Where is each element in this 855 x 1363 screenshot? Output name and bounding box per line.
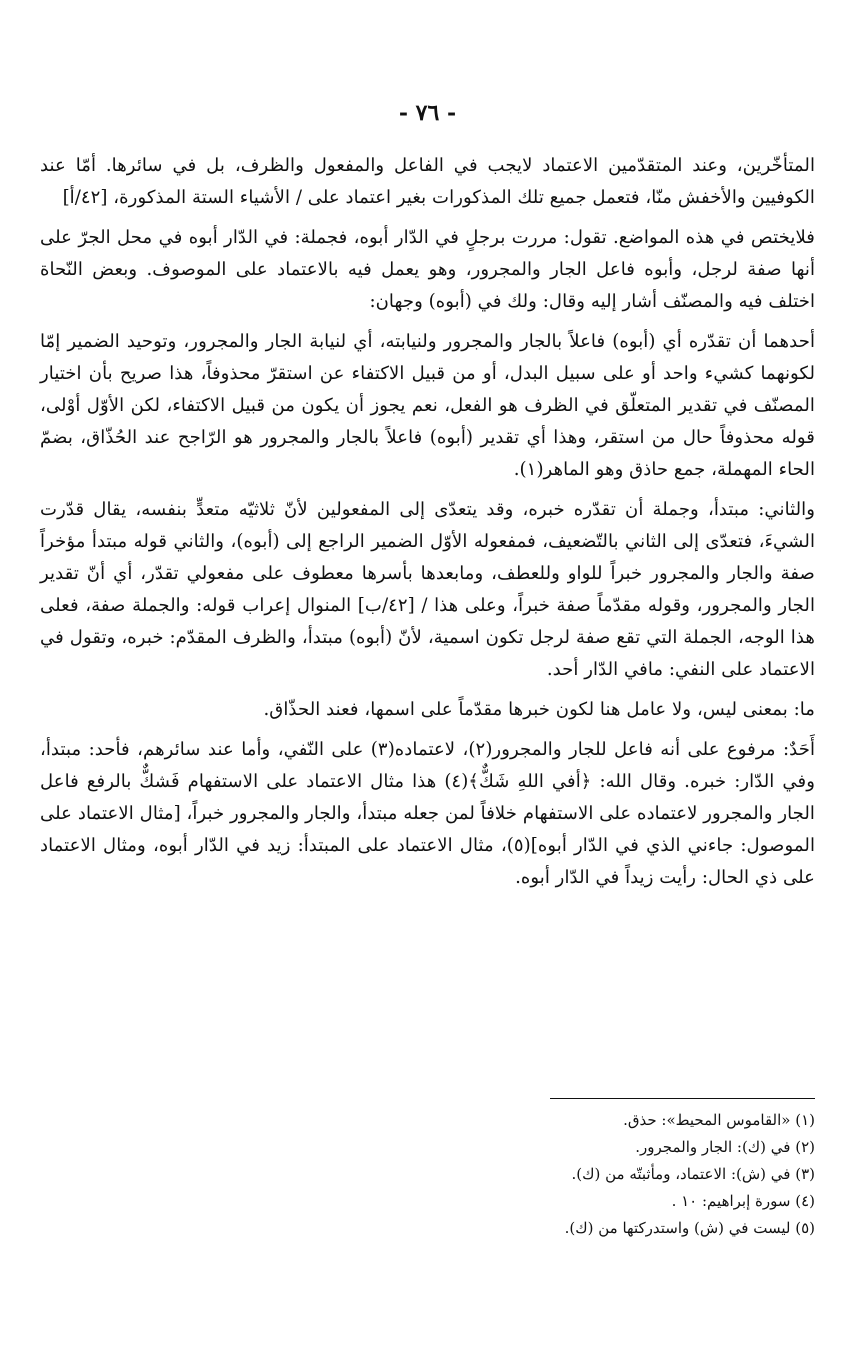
paragraph-3: أحدهما أن تقدّره أي (أبوه) فاعلاً بالجار والمجرور ولنيابته، أي لنيابة الجار والمجرور، وتوحيد الضمير إمّا لكونهما كشيء واحد أو على سبيل البدل، أو من قبيل الاكتفاء عن استقرّ محذوفاً، هذا صريح بأن اختيار المصنّف في تقدير المتعلّق في الظرف هو الفعل، نعم يجوز أن يكون من قبيل الاكتفاء، لكن الأوّل أوْلى، قوله محذوفاً حال من استقر، وهذا أي تقدير (أبوه) فاعلاً بالجار والمجرور هو الرّاجح عند الحُذّاق، بضمّ الحاء المهملة، جمع حاذق وهو الماهر(١). (40, 331, 815, 480)
footnotes (40, 1098, 815, 1242)
paragraph-2: فلايختص في هذه المواضع. تقول: مررت برجلٍ في الدّار أبوه، فجملة: في الدّار أبوه في محل الجرّ على أنها صفة لرجل، وأبوه فاعل الجار والمجرور، وهو يعمل فيه بالاعتماد على الموصوف. وبعض النّحاة اختلف فيه والمصنّف أشار إليه وقال: ولك في (أبوه) وجهان: (40, 227, 815, 312)
paragraph-5: ما: بمعنى ليس، ولا عامل هنا لكون خبرها مقدّماً على اسمها، فعند الحذّاق. (263, 699, 815, 720)
paragraph-1: المتأخّرين، وعند المتقدّمين الاعتماد لايجب في الفاعل والمفعول والظرف، بل في سائرها. أمّا عند الكوفيين والأخفش منّا، فتعمل جميع تلك المذكورات بغير اعتماد على / الأشياء الستة المذكورة، [٤٢/أ] (40, 155, 815, 208)
paragraph-4: والثاني: مبتدأ، وجملة أن تقدّره خبره، وقد يتعدّى إلى المفعولين لأنّ ثلاثيّه متعدٍّ بنفسه، يقال قدّرت الشيءَ، فتعدّى إلى الثاني بالتّضعيف، فمفعوله الأوّل الضمير الراجع إلى (أبوه)، والثاني قوله مبتدأ مؤخراً صفة والجار والمجرور خبراً للواو وللعطف، ومابعدها بأسرها معطوف على مفعولي تقدّر، أي أنّ تقدير الجار والمجرور، وقوله مقدّماً صفة خبراً، وعلى هذا / [٤٢/ب] المنوال إعراب قوله: والجملة صفة، فعلى هذا الوجه، الجملة التي تقع صفة لرجل تكون اسمية، لأنّ (أبوه) مبتدأ، والظرف المقدّم: خبره، وتقول في الاعتماد على النفي: مافي الدّار أحد. (40, 499, 815, 680)
page-number: - ٧٦ - (398, 100, 457, 126)
main-text (40, 150, 815, 902)
footnote-1: (١) «القاموس المحيط»: حذق. (623, 1111, 815, 1129)
footnote-4: (٤) سورة إبراهيم: ١٠ . (671, 1192, 815, 1210)
footnote-3: (٣) في (ش): الاعتماد، ومأثبتّه من (ك). (571, 1165, 815, 1183)
footnote-2: (٢) في (ك): الجار والمجرور. (635, 1138, 815, 1156)
paragraph-6: أَحَدٌ: مرفوع على أنه فاعل للجار والمجرور(٢)، لاعتماده(٣) على النّفي، وأما عند سائرهم، فأحد: مبتدأ، وفي الدّار: خبره. وقال الله: ﴿أفي اللهِ شَكٌّ﴾(٤) هذا مثال الاعتماد على الاستفهام فَشكٌّ بالرفع فاعل الجار والمجرور لاعتماده على الاستفهام خلافاً لمن جعله مبتدأ، والجار والمجرور خبراً، [مثال الاعتماد على الموصول: جاءني الذي في الدّار أبوه](٥)، مثال الاعتماد على المبتدأ: زيد في الدّار أبوه، ومثال الاعتماد على ذي الحال: رأيت زيداً في الدّار أبوه. (40, 739, 816, 888)
footnote-divider (550, 1098, 815, 1099)
footnote-5: (٥) ليست في (ش) واستدركتها من (ك). (564, 1219, 815, 1237)
